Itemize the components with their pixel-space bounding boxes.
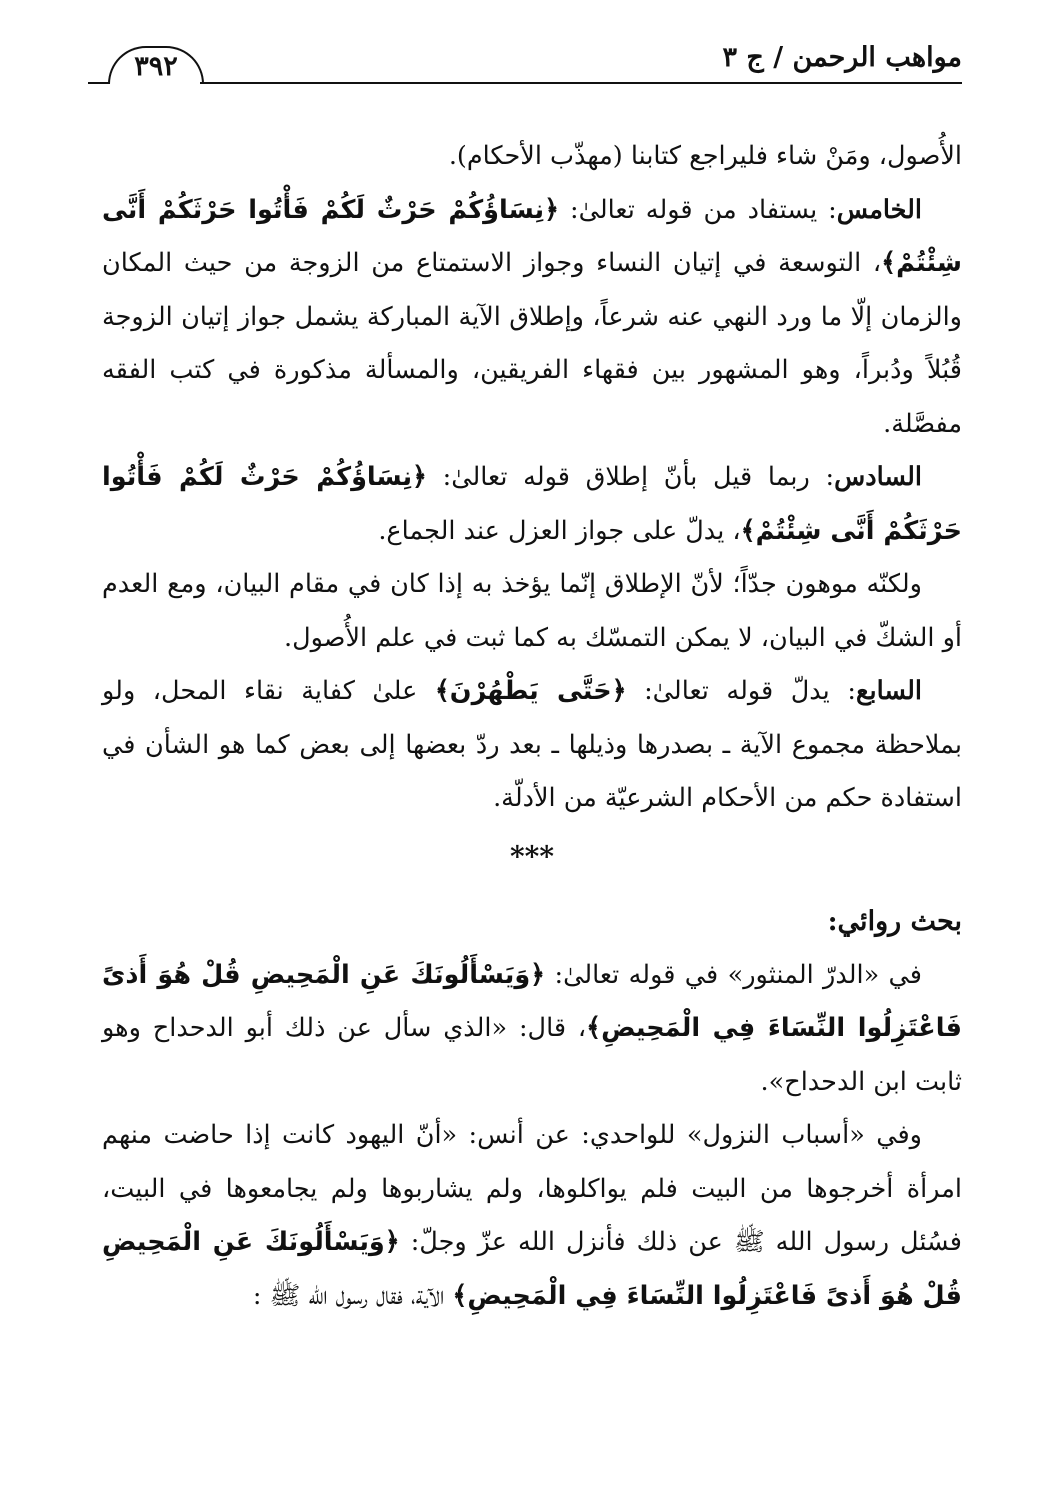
seventh-verse: ﴿حَتَّى يَطْهُرْنَ﴾ [434,676,627,706]
durr-text-b: ، قال: «الذي سأل عن ذلك أبو الدحداح وهو ثابت ابن الدحداح». [102,1013,962,1097]
section-heading: بحث روائي: [827,906,962,937]
fifth-text-b: ، التوسعة في إتيان النساء وجواز الاستمتاع من الزوجة من حيث المكان والزمان إلّا ما ورد النهي عنه شرعاً، وإطلاق الآية المباركة يشمل جواز إتيان الزوجة قُبُلاً ودُبراً، وهو المشهور بين فقهاء الفريقين، والمسألة مذكورة في كتب الفقه مفصَّلة. [102,248,962,439]
header-rule-left [88,82,110,84]
page-header [88,38,962,88]
paragraph-fifth [102,184,962,452]
asbab-text-b: الآية، فقال رسول الله ﷺ : [252,1280,453,1311]
sixth-text-b: ، يدلّ على جواز العزل عند الجماع. [378,515,741,546]
asbab-verse: ﴿وَيَسْأَلُونَكَ عَنِ الْمَحِيضِ قُلْ هُوَ أَذىً فَاعْتَزِلُوا النِّسَاءَ فِي الْمَحِيضِ﴾ [102,1227,962,1311]
rebuttal-text: ولكنّه موهون جدّاً؛ لأنّ الإطلاق إنّما يؤخذ به إذا كان في مقام البيان، ومع العدم أو الشكّ في البيان، لا يمكن التمسّك به كما ثبت في علم الأُصول. [102,569,962,653]
durr-text-a: في «الدرّ المنثور» في قوله تعالىٰ: [545,959,922,990]
paragraph-sixth [102,451,962,558]
section-separator: *** [510,839,554,873]
paragraph-seventh [102,665,962,826]
paragraph-asbab [102,1109,962,1323]
header-rule [200,82,962,84]
fifth-text-a: : يستفاد من قوله تعالىٰ: [559,194,837,225]
seventh-text-b: علىٰ كفاية نقاء المحل، ولو بملاحظة مجموع الآية ـ بصدرها وذيلها ـ بعد ردّ بعضها إلى بعض كما هو الشأن في استفادة حكم من الأحكام الشرعيّة من الأدلّة. [102,676,962,813]
sixth-text-a: : ربما قيل بأنّ إطلاق قوله تعالىٰ: [426,462,835,492]
page-body [102,130,962,1323]
paragraph-1-text: الأُصول، ومَنْ شاء فليراجع كتابنا (مهذّب الأحكام). [448,141,962,171]
paragraph-durr [102,949,962,1110]
paragraph-rebuttal [102,558,962,665]
running-title: مواهب الرحمن / ج ٣ [722,42,962,73]
fifth-heading: الخامس [836,194,922,225]
durr-verse: ﴿وَيَسْأَلُونَكَ عَنِ الْمَحِيضِ قُلْ هُوَ أَذىً فَاعْتَزِلُوا النِّسَاءَ فِي الْمَحِيضِ﴾ [102,959,962,1043]
page-number: ٣٩٢ [108,46,204,84]
seventh-text-a: : يدلّ قوله تعالىٰ: [626,676,856,706]
sixth-verse: ﴿نِسَاؤُكُمْ حَرْثٌ لَكُمْ فَأْتُوا حَرْثَكُمْ أَنَّى شِئْتُمْ﴾ [102,462,962,546]
sixth-heading: السادس [834,462,922,492]
seventh-heading: السابع [855,676,922,706]
asbab-text-a: وفي «أسباب النزول» للواحدي: عن أنس: «أنّ اليهود كانت إذا حاضت منهم امرأة أخرجوها من البيت فلم يواكلوها، ولم يشاربوها ولم يجامعوها في البيت، فسُئل رسول الله ﷺ عن ذلك فأنزل الله عزّ وجلّ: [102,1120,962,1257]
paragraph-1 [102,130,962,184]
fifth-verse: ﴿نِسَاؤُكُمْ حَرْثٌ لَكُمْ فَأْتُوا حَرْثَكُمْ أَنَّى شِئْتُمْ﴾ [102,194,962,278]
